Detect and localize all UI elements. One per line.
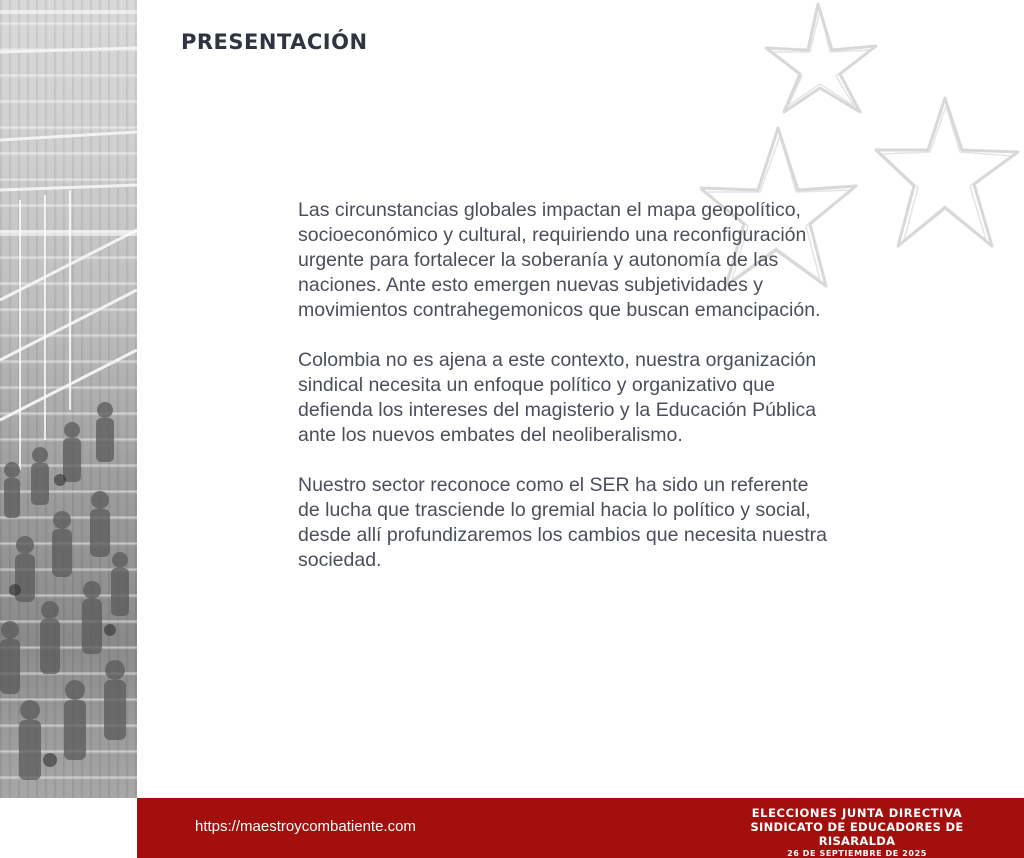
presentation-body bbox=[298, 198, 918, 598]
election-info bbox=[722, 806, 992, 858]
paragraph-2: Colombia no es ajena a este contexto, nuestra organización sindical necesita un enfoque político y organizativo que defienda los intereses del magisterio y la Educación Pública ante los nuevos embates del neoliberalismo. bbox=[298, 349, 817, 446]
paragraph-3: Nuestro sector reconoce como el SER ha sido un referente de lucha que trasciende lo gremial hacia lo político y social, desde allí profundizaremos los cambios que necesita nuestra sociedad. bbox=[298, 474, 827, 571]
page-title: PRESENTACIÓN bbox=[181, 30, 368, 54]
footer-bar bbox=[137, 798, 1024, 858]
election-title: ELECCIONES JUNTA DIRECTIVA bbox=[751, 806, 963, 820]
paragraph-1: Las circunstancias globales impactan el mapa geopolítico, socioeconómico y cultural, requiriendo una reconfiguración urgente para fortalecer la soberanía y autonomía de las naciones. Ante esto emergen nuevas subjetividades y movimientos contrahegemonicos que buscan emancipación. bbox=[298, 199, 821, 321]
side-crowd-photo bbox=[0, 0, 137, 798]
website-link[interactable]: https://maestroycombatiente.com bbox=[195, 818, 416, 835]
election-date: 26 DE SEPTIEMBRE DE 2025 bbox=[787, 849, 927, 858]
union-name: SINDICATO DE EDUCADORES DE RISARALDA bbox=[750, 820, 964, 848]
